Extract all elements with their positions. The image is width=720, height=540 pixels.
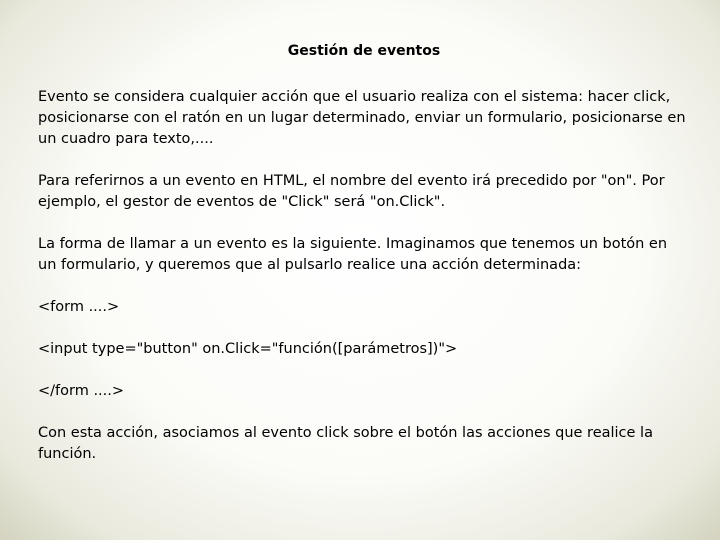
- paragraph-html-events: Para referirnos a un evento en HTML, el nombre del evento irá precedido por "on". Por ejemplo, el gestor de eventos de "Click" será "on.Click".: [38, 173, 665, 210]
- paragraph-conclusion: Con esta acción, asociamos al evento click sobre el botón las acciones que realice la función.: [38, 425, 653, 462]
- slide-content: [38, 40, 690, 486]
- code-form-close: </form ....>: [38, 383, 125, 399]
- paragraph-how-to-call: La forma de llamar a un evento es la siguiente. Imaginamos que tenemos un botón en un formulario, y queremos que al pulsarlo realice una acción determinada:: [38, 236, 668, 273]
- code-input-button: <input type="button" on.Click="función([parámetros])">: [38, 341, 458, 357]
- code-form-open: <form ....>: [38, 299, 120, 315]
- paragraph-definition: Evento se considera cualquier acción que el usuario realiza con el sistema: hacer click, posicionarse con el ratón en un lugar determinado, enviar un formulario, posicionarse en un cuadro para texto,....: [38, 89, 686, 147]
- slide-title: Gestión de eventos: [287, 43, 441, 59]
